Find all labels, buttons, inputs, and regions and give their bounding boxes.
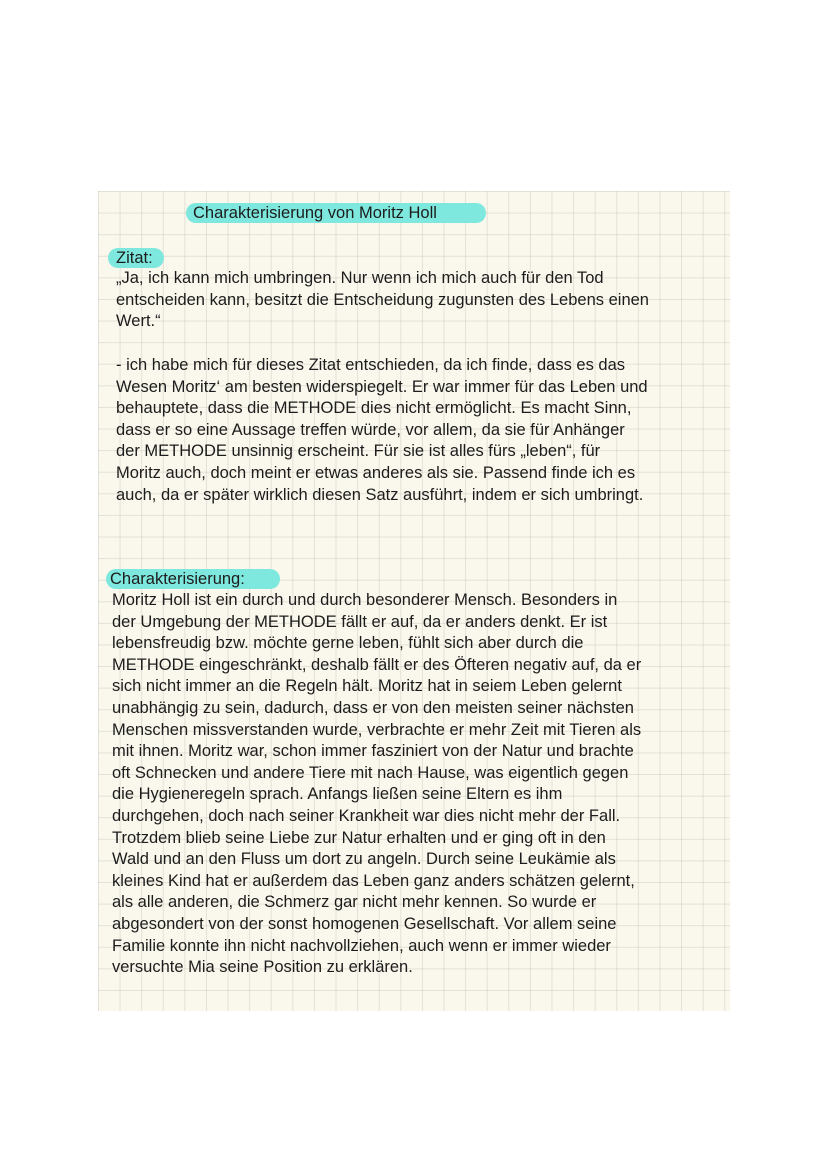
quote-text: „Ja, ich kann mich umbringen. Nur wenn ich mich auch für den Tod entscheiden kann, besitzt die Entscheidung zugunsten des Lebens einen Wert.“ bbox=[116, 269, 649, 331]
characterization-label: Charakterisierung: bbox=[106, 569, 280, 589]
characterization-text: Moritz Holl ist ein durch und durch besonderer Mensch. Besonders in der Umgebung der METHODE fällt er auf, da er anders denkt. Er ist lebensfreudig bzw. möchte gerne leben, fühlt sich aber durch die METHODE eingeschränkt, deshalb fällt er des Öfteren negativ auf, da er sich nicht immer an die Regeln hält. Moritz hat in seiem Leben gelernt unabhängig zu sein, dadurch, dass er von den meisten seiner nächsten Menschen missverstanden wurde, verbrachte er mehr Zeit mit Tieren als mit ihnen. Moritz war, schon immer fasziniert von der Natur und brachte oft Schnecken und andere Tiere mit nach Hause, was eigentlich gegen die Hygieneregeln sprach. Anfangs ließen seine Eltern es ihm durchgehen, doch nach seiner Krankheit war dies nicht mehr der Fall. Trotzdem blieb seine Liebe zur Natur erhalten und er ging oft in den Wald und an den Fluss um dort zu angeln. Durch seine Leukämie als kleines Kind hat er außerdem das Leben ganz anders schätzen gelernt, als alle anderen, die Schmerz gar nicht mehr kennen. So wurde er abgesondert von der sonst homogenen Gesellschaft. Vor allem seine Familie konnte ihn nicht nachvollziehen, auch wenn er immer wieder versuchte Mia seine Position zu erklären. bbox=[112, 591, 642, 977]
page-title: Charakterisierung von Moritz Holl bbox=[186, 203, 486, 223]
quote-label: Zitat: bbox=[108, 248, 164, 268]
quote-reasoning: - ich habe mich für dieses Zitat entschieden, da ich finde, dass es das Wesen Moritz‘ am besten widerspiegelt. Er war immer für das Leben und behauptete, dass die METHODE dies nicht ermöglicht. Es macht Sinn, dass er so eine Aussage treffen würde, vor allem, da sie für Anhänger der METHODE unsinnig erscheint. Für sie ist alles fürs „leben“, für Moritz auch, doch meint er etwas anderes als sie. Passend finde ich es auch, da er später wirklich diesen Satz ausführt, indem er sich umbringt. bbox=[116, 356, 648, 504]
